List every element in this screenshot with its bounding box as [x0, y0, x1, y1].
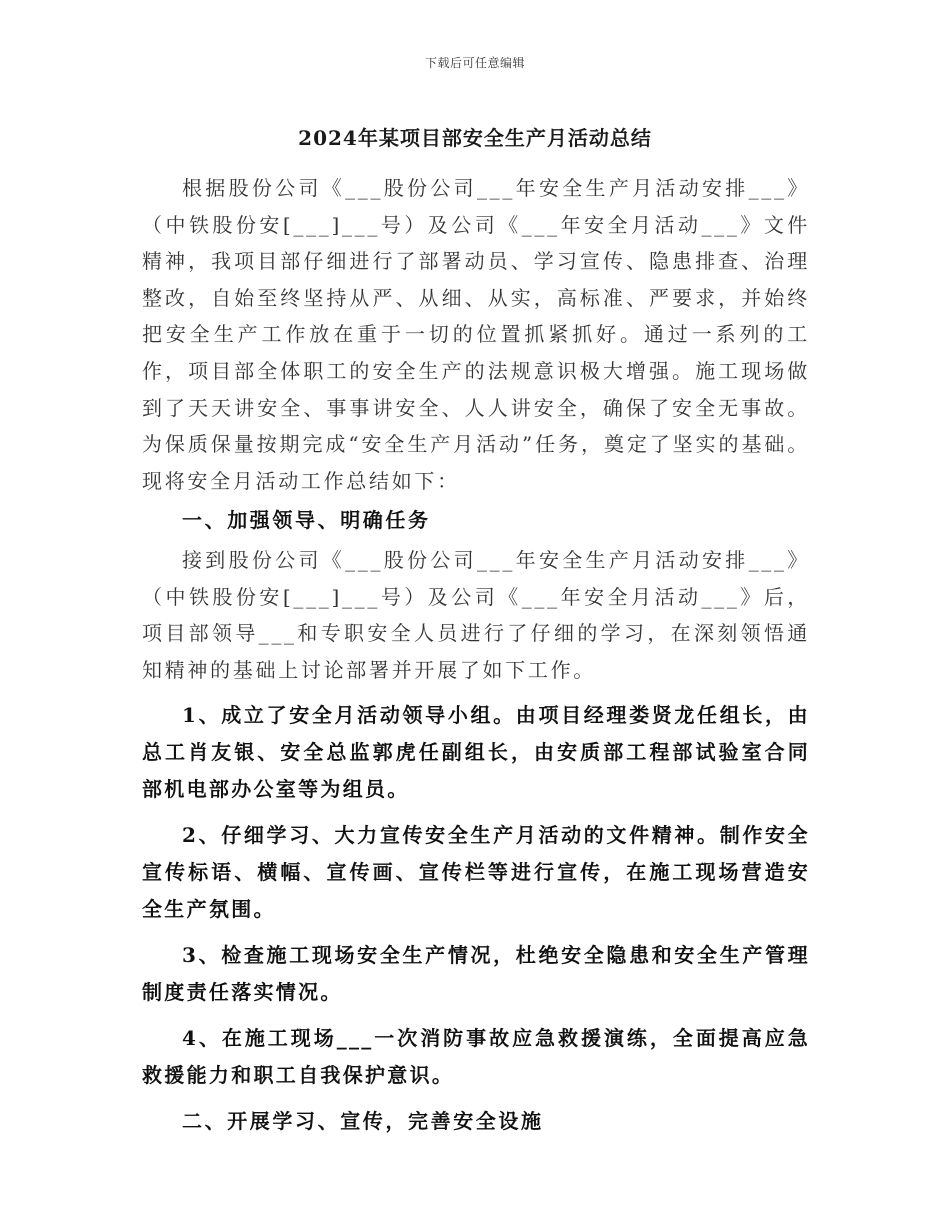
list-item-3: 3、检查施工现场安全生产情况，杜绝安全隐患和安全生产管理制度责任落实情况。 — [142, 943, 810, 1005]
section-1-paragraph: 接到股份公司《___股份公司___年安全生产月活动安排___》（中铁股份安[___]___号）及公司《___年安全月活动___》后，项目部领导___和专职安全人员进行了仔细的学习，在深刻领悟通知精神的基础上讨论部署并开展了如下工作。 — [142, 547, 810, 682]
page-header-note: 下载后可任意编辑 — [424, 56, 525, 70]
list-item-2: 2、仔细学习、大力宣传安全生产月活动的文件精神。制作安全宣传标语、横幅、宣传画、宣传栏等进行宣传，在施工现场营造安全生产氛围。 — [142, 823, 810, 922]
document-body — [142, 170, 810, 1140]
document-title: 2024年某项目部安全生产月活动总结 — [298, 126, 652, 150]
list-item-4: 4、在施工现场___一次消防事故应急救援演练，全面提高应急救援能力和职工自我保护意识。 — [142, 1026, 810, 1088]
intro-paragraph: 根据股份公司《___股份公司___年安全生产月活动安排___》（中铁股份安[___]___号）及公司《___年安全月活动___》文件精神，我项目部仔细进行了部署动员、学习宣传、隐患排查、治理整改，自始至终坚持从严、从细、从实，高标准、严要求，并始终把安全生产工作放在重于一切的位置抓紧抓好。通过一系列的工作，项目部全体职工的安全生产的法规意识极大增强。施工现场做到了天天讲安全、事事讲安全、人人讲安全，确保了安全无事故。为保质保量按期完成“安全生产月活动”任务，奠定了坚实的基础。现将安全月活动工作总结如下： — [142, 176, 810, 493]
section-heading-1: 一、加强领导、明确任务 — [182, 508, 431, 533]
list-item-1: 1、成立了安全月活动领导小组。由项目经理娄贤龙任组长，由总工肖友银、安全总监郭虎任副组长，由安质部工程部试验室合同部机电部办公室等为组员。 — [142, 703, 810, 802]
section-heading-2: 二、开展学习、宣传，完善安全设施 — [182, 1109, 544, 1134]
